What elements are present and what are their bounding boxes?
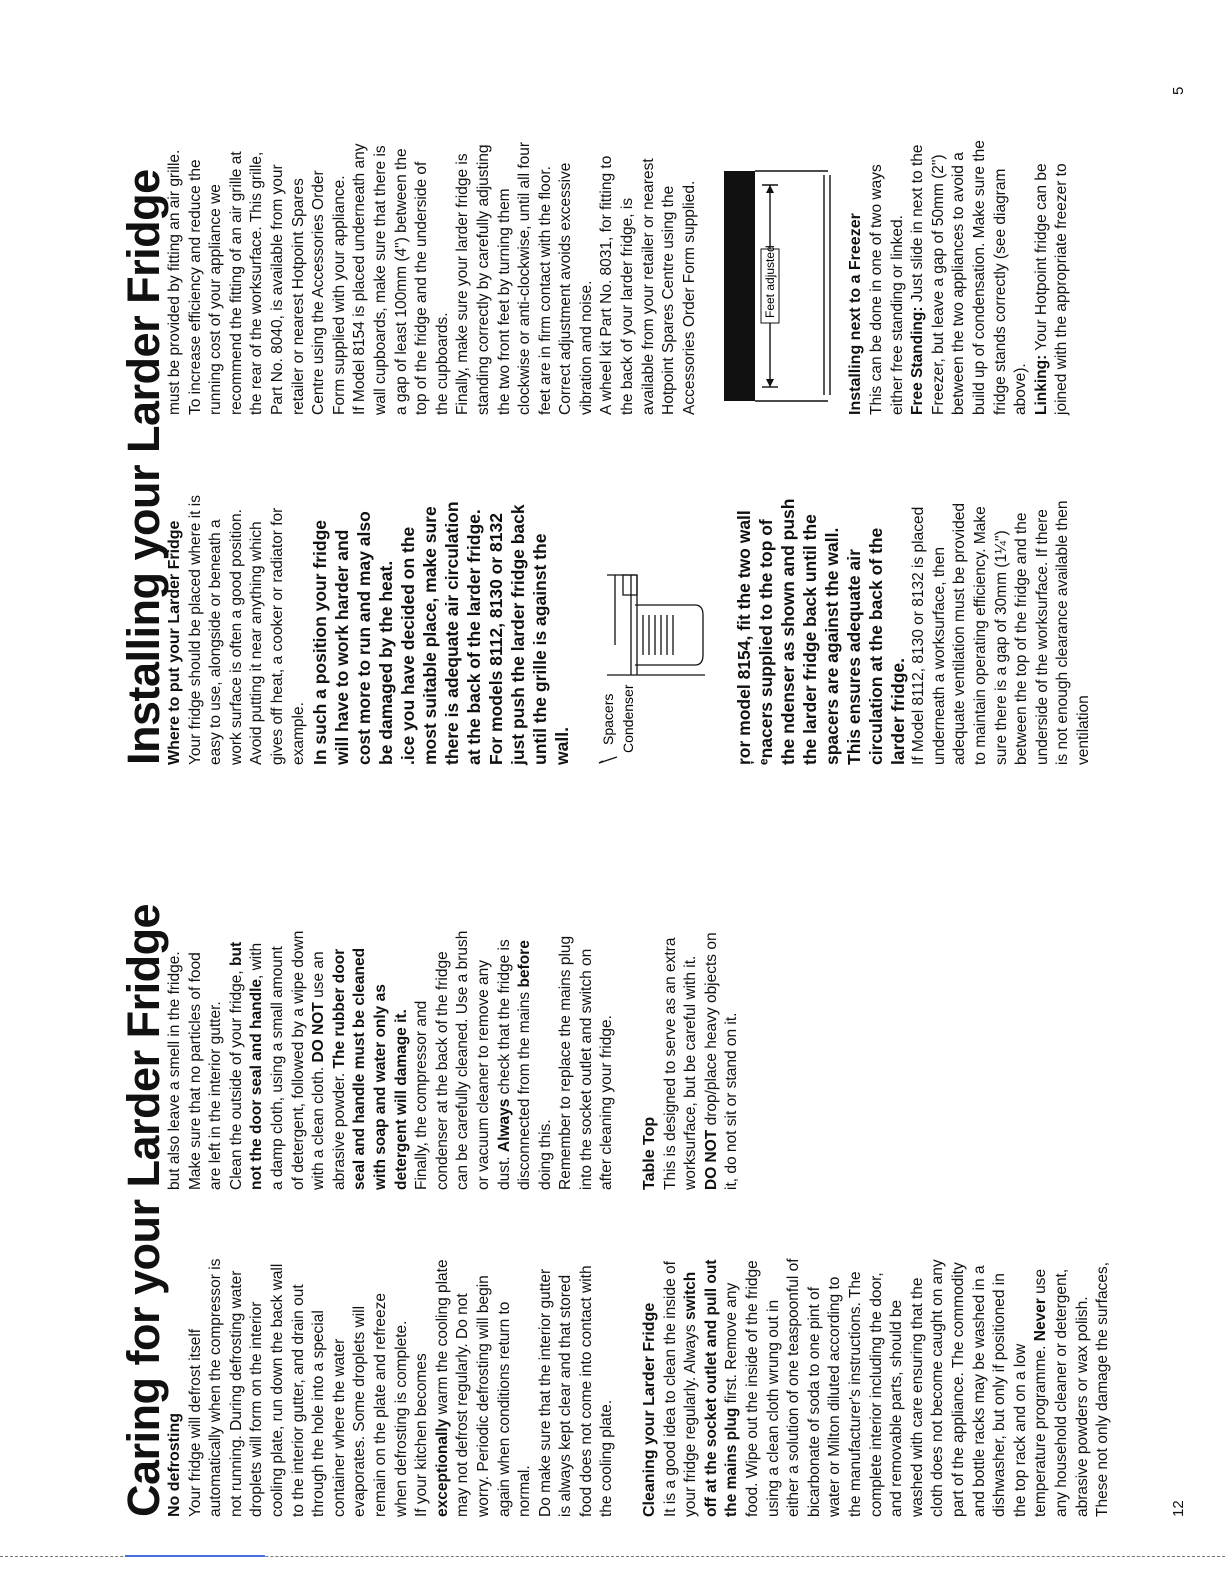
- column-where-to-put: [165, 495, 1095, 765]
- paragraph: Do make sure that the interior gutter is always kept clear and that stored food does not come into contact with the cooling plate.: [536, 1265, 616, 1517]
- heading-table-top: Table Top: [641, 1116, 659, 1190]
- condenser-diagram-graphic: [595, 515, 715, 765]
- scan-edge-mark: [125, 1555, 265, 1557]
- heading-freezer: Installing next to a Freezer: [847, 213, 865, 415]
- paragraph: A wheel kit Part No. 8031, for fitting to the back of your larder fridge, is available from your retailer or nearest Hotpoint Spares Centre using the Accessories Order Form supplied.: [598, 155, 698, 415]
- condenser-spacer-diagram: [595, 495, 715, 765]
- paragraph: Your fridge will defrost itself automatically when the compressor is not running. During defrosting water droplets will form on the interior cooling plate, run down the back wall to the interior gutter, and drain out through the hole into a special container where the water evaporates. Some droplets will remain on the plate and refreeze when defrosting is complete.: [186, 1258, 410, 1517]
- column-outside-cleaning-table-top: [165, 930, 743, 1190]
- paragraph: If your kitchen becomes exceptionally warm the cooling plate may not defrost regularly. Do not worry. Periodic defrosting will begin again when conditions return to normal.: [413, 1259, 534, 1517]
- paragraph: must be provided by fitting an air grille. To increase efficiency and reduce the running cost of your appliance we recommend the fitting of an air grille at the rear of the worksurface. This grille, Part No. 8040, is available from your retailer or nearest Hotpoint Spares Centre using the Accessories Order Form supplied with your appliance.: [166, 149, 348, 415]
- page-title: Caring for your Larder Fridge: [118, 903, 169, 1517]
- paragraph-warning: In such a position your fridge will have to work harder and cost more to run and may also be damaged by the heat.: [310, 511, 397, 765]
- feet-adjusted-diagram: [718, 140, 838, 415]
- paragraph: This is designed to serve as an extra worksurface, but be careful with it.: [661, 937, 700, 1190]
- page-12: [0, 795, 1225, 1585]
- page-title: Installing your Larder Fridge: [118, 169, 169, 765]
- paragraph: It is a good idea to clean the inside of your fridge regularly. Always switch off at the socket outlet and pull out the mains plug first. Remove any food. Wipe out the inside of the fridge using a clean cloth wrung out in either a solution of one teaspoonful of bicarbonate of soda to one pint of water or Milton diluted according to the manufacturer's instructions. The complete interior including the door, and removable parts, should be washed with care ensuring that the cloth does not become caught on any part of the appliance. The commodity and bottle racks may be washed in a dishwasher, but only if positioned in the top rack and on a low temperature programme. Never use any household cleaner or detergent, abrasive powders or wax polish. These not only damage the surfaces,: [661, 1258, 1112, 1517]
- paragraph: Finally, make sure your larder fridge is standing correctly by carefully adjusting the two front feet by turning them clockwise or anti-clockwise, until all four feet are in firm contact with the floor. Correct adjustment avoids excessive vibration and noise.: [454, 141, 595, 415]
- paragraph: If Model 8154 is placed underneath any wall cupboards, make sure that there is a gap of least 100mm (4") between the top of the fridge and the underside of the cupboards.: [351, 143, 451, 415]
- heading-no-defrosting: No defrosting: [166, 1413, 183, 1517]
- heading-cleaning: Cleaning your Larder Fridge: [641, 1302, 659, 1517]
- paragraph: This can be done in one of two ways either free standing or linked.: [868, 164, 906, 415]
- paragraph: For models 8112, 8130 or 8132 just push the larder fridge back until the grille is against the wall.: [486, 504, 573, 765]
- page-number: 12: [1170, 1500, 1187, 1517]
- paragraph: but also leave a smell in the fridge. Make sure that no particles of food are left in the interior gutter.: [166, 951, 225, 1190]
- paragraph: Clean the outside of your fridge, but not the door seal and handle, with a damp cloth, using a small amount of detergent, followed by a wipe down with a clean cloth. DO NOT use an abrasive powder. The rubber door seal and handle must be cleaned with soap and water only as detergent will damage it.: [227, 930, 410, 1190]
- paragraph: DO NOT drop/place heavy objects on it, do not sit or stand on it.: [702, 932, 741, 1190]
- paragraph: Finally, the compressor and condenser at the back of the fridge can be carefully cleaned. Use a brush or vacuum cleaner to remove any dust. Always check that the fridge is disconnected from the mains before doing this.: [413, 930, 554, 1190]
- paragraph: Linking: Your Hotpoint fridge can be joined with the appropriate freezer to: [1032, 163, 1071, 415]
- label-feet-adjusted: Feet adjusted: [763, 245, 778, 318]
- paragraph: If Model 8112, 8130 or 8132 is placed underneath a worksurface, then adequate ventilation must be provided to maintain operating efficiency. Make sure there is a gap of 30mm (1¼") between the top of the fridge and the underside of the worksurface. If there is not enough clearance available then ventilation: [910, 500, 1092, 765]
- paragraph: Free Standing: Just slide in next to the Freezer, but leave a gap of 50mm (2") between the two appliances to avoid a build up of condensation. Make sure the fridge stands correctly (see diagram above).: [909, 140, 1030, 415]
- paragraph: Remember to replace the mains plug into the socket outlet and switch on after cleaning your fridge.: [557, 935, 616, 1190]
- label-condenser: Condenser: [620, 684, 637, 753]
- heading-where-to-put: Where to put your Larder Fridge: [166, 520, 183, 765]
- page-number: 5: [1170, 86, 1187, 95]
- column-defrosting-cleaning: [165, 1257, 1114, 1517]
- paragraph-model-8154: ŗor model 8154, fit the two wall ᵉnacers supplied to the top of the ndenser as shown and push the larder fridge back until the spacers are against the wall. This ensures adequate air circulation at the back of the larder fridge.: [734, 498, 909, 765]
- label-spacers: Spacers: [600, 693, 617, 745]
- feet-diagram-graphic: [718, 140, 838, 415]
- paragraph: .ice you have decided on the most suitable place, make sure there is adequate air circulation at the back of the larder fridge.: [398, 501, 485, 765]
- paragraph: Your fridge should be placed where it is easy to use, alongside or beneath a work surface is often a good position. Avoid putting it near anything which gives off heat, a cooker or radiator for example.: [186, 495, 307, 765]
- column-ventilation-feet-freezer: [165, 140, 1073, 415]
